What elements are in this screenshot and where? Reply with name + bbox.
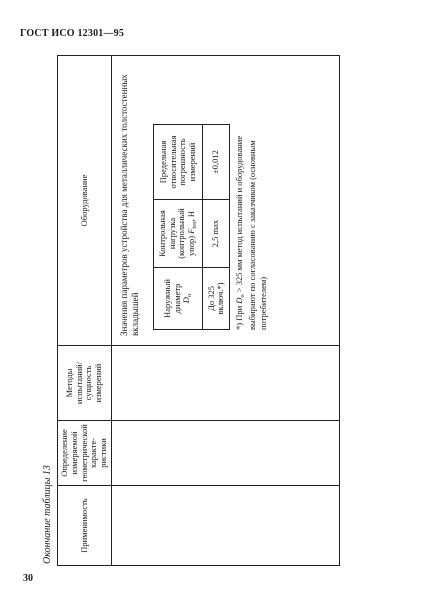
header-outer-diameter: Наружный диаметр $D_o$	[154, 268, 203, 330]
table-header-row	[58, 56, 112, 566]
value-control-load: 2,5 max	[203, 200, 230, 268]
col-header-equipment: Оборудование	[58, 56, 112, 346]
table-row	[111, 56, 339, 566]
col-header-definition: Определение измеряемой геометрической характе-ристики	[58, 421, 112, 486]
document-header: ГОСТ ИСО 12301—95	[20, 28, 125, 39]
page-number: 30	[23, 573, 33, 584]
equipment-title: Значения параметров устройства для металлических толстостенных вкладышей	[118, 74, 141, 336]
parameters-table	[153, 124, 230, 330]
col-header-applicability: Применимость	[58, 486, 112, 566]
cell-applicability	[111, 486, 339, 566]
cell-definition	[111, 421, 339, 486]
table-caption: Окончание таблицы 13	[42, 465, 53, 564]
cell-equipment	[111, 56, 339, 346]
rotated-content-area	[40, 56, 340, 566]
col-header-method: Методы испытаний/сущность измерений	[58, 346, 112, 421]
footnote: *) При $D_o > 325$ мм метод испытаний и оборудование выбирают по согласованию с заказчиком (основным потребителем)	[234, 135, 269, 330]
value-outer-diameter: До 325 включ.*)	[203, 268, 230, 330]
header-relative-error: Предельная относительная погрешность измерений	[154, 125, 203, 200]
rotated-page-body	[40, 56, 340, 566]
parameters-value-row	[203, 125, 230, 330]
value-relative-error: ±0,012	[203, 125, 230, 200]
header-control-load: Контрольная нагрузка (контрольный упор) $F_{tes}$, Н	[154, 200, 203, 268]
cell-method	[111, 346, 339, 421]
main-table	[57, 55, 340, 566]
parameters-header-row	[154, 125, 203, 330]
